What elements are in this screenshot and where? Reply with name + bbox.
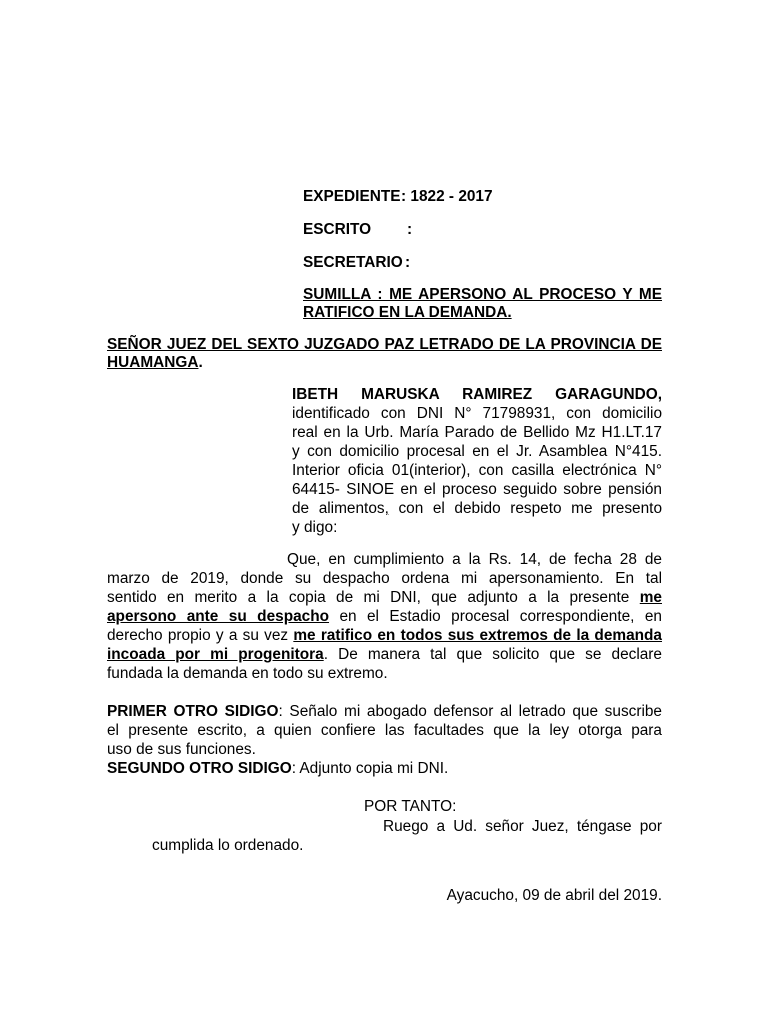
date-line: Ayacucho, 09 de abril del 2019.	[446, 887, 662, 904]
escrito-label: ESCRITO	[303, 221, 372, 238]
secretario-label: SECRETARIO	[303, 254, 403, 271]
party-last-line: y digo:	[292, 519, 338, 536]
body-line-2: marzo de 2019, donde su despacho ordena mi apersonamiento. En tal	[107, 570, 662, 587]
body-line-3a: sentido en merito a la copia de mi DNI, que adjunto a la presente	[107, 589, 630, 606]
party-line-4: Interior oficia 01(interior), con casilla electrónica N°	[292, 462, 662, 479]
sumilla-line-2: RATIFICO EN LA DEMANDA.	[303, 304, 512, 321]
otrosi-first-text-1: : Señalo mi abogado defensor al letrado que suscribe	[278, 703, 662, 720]
body-line-6a: incoada por mi progenitora	[107, 646, 324, 663]
body-line-1: Que, en cumplimiento a la Rs. 14, de fecha 28 de	[287, 551, 662, 568]
escrito-colon: :	[407, 221, 413, 238]
body-line-6	[107, 646, 662, 664]
otrosi-second-label: SEGUNDO OTRO SIDIGO	[107, 760, 292, 777]
otrosi-second-text: : Adjunto copia mi DNI.	[291, 760, 449, 777]
otrosi-first-line-3: uso de sus funciones.	[107, 741, 256, 758]
otrosi-first-line-1	[107, 703, 662, 721]
body-line-5b: me ratifico en todos sus extremos de la demanda	[293, 627, 662, 644]
sumilla-line-1: SUMILLA : ME APERSONO AL PROCESO Y ME	[303, 286, 662, 303]
party-name-text: IBETH MARUSKA RAMIREZ GARAGUNDO	[292, 386, 658, 403]
cumplida-line: cumplida lo ordenado.	[152, 837, 304, 854]
por-tanto: POR TANTO:	[364, 798, 457, 815]
body-line-3	[107, 589, 662, 607]
otrosi-first-label: PRIMER OTRO SIDIGO	[107, 703, 279, 720]
party-line-2: real en la Urb. María Parado de Bellido Mz H1.LT.17	[292, 424, 662, 441]
body-line-5	[107, 627, 662, 645]
party-line-3: y con domicilio procesal en el Jr. Asamblea N°415.	[292, 443, 662, 460]
expediente-value: : 1822 - 2017	[401, 188, 493, 205]
party-line-6-start: de alimentos	[292, 500, 385, 517]
body-line-4	[107, 608, 662, 626]
addressee-line-2: HUAMANGA.	[107, 354, 203, 371]
otrosi-second	[107, 760, 448, 778]
body-line-4a: apersono ante su despacho	[107, 608, 330, 625]
body-line-7: fundada la demanda en todo su extremo.	[107, 665, 388, 682]
body-line-4b: en el Estadio procesal correspondiente, en	[339, 608, 662, 625]
party-line-6: de alimentos, con el debido respeto me presento	[292, 500, 663, 517]
addressee-huamanga: HUAMANGA	[107, 354, 199, 371]
party-name: IBETH MARUSKA RAMIREZ GARAGUNDO,	[292, 386, 662, 403]
body-line-5a: derecho propio y a su vez	[107, 627, 289, 644]
addressee-line-1: SEÑOR JUEZ DEL SEXTO JUZGADO PAZ LETRADO DE LA PROVINCIA DE	[107, 336, 662, 353]
party-line-1: identificado con DNI N° 71798931, con domicilio	[292, 405, 662, 422]
otrosi-first-line-2: el presente escrito, a quien confiere las facultades que la ley otorga para	[107, 722, 662, 739]
secretario-colon: :	[405, 254, 411, 271]
body-line-3b: me	[639, 589, 662, 606]
party-line-5: 64415- SINOE en el proceso seguido sobre pensión	[292, 481, 662, 498]
body-line-6b: . De manera tal que solicito que se declare	[323, 646, 662, 663]
expediente-label: EXPEDIENTE	[303, 188, 401, 205]
party-line-6-end: con el debido respeto me presento	[398, 500, 663, 517]
ruego-line: Ruego a Ud. señor Juez, téngase por	[383, 818, 662, 835]
